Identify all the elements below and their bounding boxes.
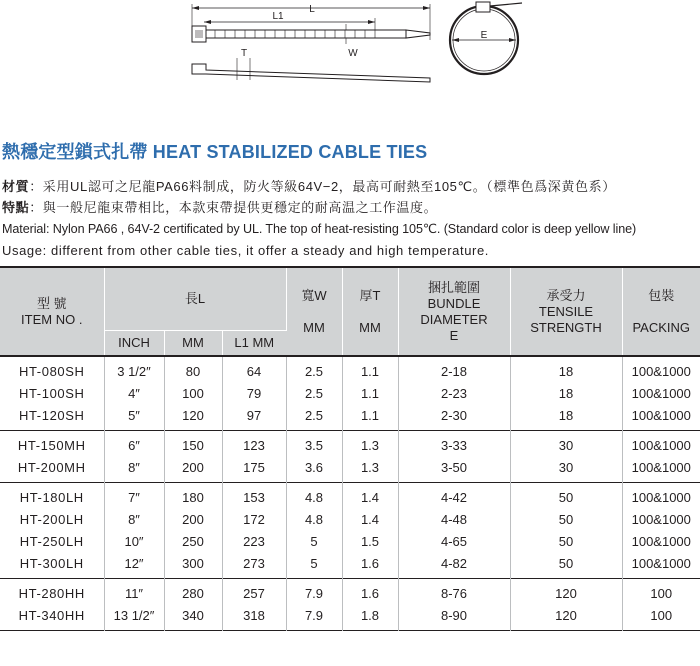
feature-cn-line	[2, 197, 437, 216]
cell-pack: 100&1000	[631, 460, 691, 475]
cell-e: 3-33	[398, 431, 510, 458]
table-row	[0, 579, 700, 606]
cell-pack: 100&1000	[631, 490, 691, 505]
cell-t: 1.4	[342, 483, 398, 510]
cell-mm: 200	[164, 457, 222, 483]
header-inch: INCH	[104, 331, 164, 357]
cell-item: HT-100SH	[0, 383, 104, 405]
cell-e: 8-76	[398, 579, 510, 606]
table-row	[0, 383, 700, 405]
cell-w: 7.9	[286, 605, 342, 631]
cell-mm: 120	[164, 405, 222, 431]
cell-inch: 5″	[104, 405, 164, 431]
cell-ts: 50	[510, 553, 622, 579]
cell-t: 1.6	[342, 579, 398, 606]
cable-tie-drawing	[0, 0, 700, 110]
material-cn-line	[2, 176, 616, 195]
cell-l1: 175	[222, 457, 286, 483]
cell-w: 3.5	[286, 431, 342, 458]
cell-l1: 123	[222, 431, 286, 458]
cell-pack: 100&1000	[631, 556, 691, 571]
cell-inch: 7″	[104, 483, 164, 510]
cell-e: 8-90	[398, 605, 510, 631]
cell-e: 2-23	[398, 383, 510, 405]
cell-item: HT-200MH	[0, 457, 104, 483]
cell-item: HT-120SH	[0, 405, 104, 431]
cell-ts: 120	[510, 579, 622, 606]
cell-inch: 13 1/2″	[104, 605, 164, 631]
feature-text: ：與一般尼龍束帶相比，本款束帶提供更穩定的耐高温之工作温度。	[29, 200, 438, 215]
label-L1: L1	[272, 11, 284, 22]
cell-inch: 6″	[104, 431, 164, 458]
cell-t: 1.1	[342, 383, 398, 405]
cell-pack: 100	[650, 608, 673, 623]
cell-pack: 100&1000	[631, 386, 691, 401]
row-group	[0, 483, 700, 579]
table-row	[0, 483, 700, 510]
cell-l1: 172	[222, 509, 286, 531]
cell-item: HT-200LH	[0, 509, 104, 531]
cell-w: 7.9	[286, 579, 342, 606]
tie-profile	[192, 64, 430, 82]
cell-t: 1.4	[342, 509, 398, 531]
cell-ts: 50	[510, 509, 622, 531]
cell-item: HT-340HH	[0, 605, 104, 631]
cell-l1: 64	[222, 356, 286, 383]
cell-mm: 150	[164, 431, 222, 458]
cell-e: 3-50	[398, 457, 510, 483]
cell-t: 1.1	[342, 356, 398, 383]
cell-mm: 340	[164, 605, 222, 631]
cell-ts: 120	[510, 605, 622, 631]
cell-l1: 257	[222, 579, 286, 606]
feature-label: 特點	[2, 200, 30, 215]
cell-e: 4-48	[398, 509, 510, 531]
label-E: E	[480, 30, 488, 41]
row-group	[0, 579, 700, 631]
cell-l1: 318	[222, 605, 286, 631]
cell-ts: 30	[510, 457, 622, 483]
cell-w: 3.6	[286, 457, 342, 483]
usage-en-line: Usage: different from other cable ties, it offer a steady and high temperature.	[2, 243, 489, 258]
header-item: 型 號 ITEM NO .	[0, 267, 104, 356]
cell-t: 1.3	[342, 431, 398, 458]
cell-l1: 273	[222, 553, 286, 579]
header-l1mm: L1 MM	[222, 331, 286, 357]
material-label: 材質	[2, 179, 30, 194]
cell-e: 4-82	[398, 553, 510, 579]
label-T: T	[240, 48, 248, 59]
cell-w: 2.5	[286, 356, 342, 383]
cell-w: 4.8	[286, 483, 342, 510]
cell-pack: 100&1000	[631, 512, 691, 527]
table-row	[0, 509, 700, 531]
cell-mm: 180	[164, 483, 222, 510]
table-row	[0, 356, 700, 383]
material-en-line: Material: Nylon PA66 , 64V-2 certificated by UL. The top of heat-resisting 105℃. (Standard color is deep yellow line)	[2, 222, 637, 236]
header-packing: 包裝 PACKING	[622, 267, 700, 356]
page-title: 熱穩定型鎖式扎帶 HEAT STABILIZED CABLE TIES	[2, 142, 428, 162]
cell-item: HT-250LH	[0, 531, 104, 553]
table-row	[0, 605, 700, 631]
cell-mm: 300	[164, 553, 222, 579]
cell-w: 2.5	[286, 383, 342, 405]
cell-mm: 80	[164, 356, 222, 383]
cell-mm: 200	[164, 509, 222, 531]
cell-ts: 18	[510, 356, 622, 383]
cell-inch: 4″	[104, 383, 164, 405]
cell-item: HT-080SH	[0, 356, 104, 383]
cell-w: 5	[286, 553, 342, 579]
cell-e: 4-65	[398, 531, 510, 553]
cell-inch: 11″	[104, 579, 164, 606]
spec-table	[0, 266, 700, 631]
row-group	[0, 431, 700, 483]
cell-e: 4-42	[398, 483, 510, 510]
cell-item: HT-300LH	[0, 553, 104, 579]
cell-t: 1.5	[342, 531, 398, 553]
table-row	[0, 553, 700, 579]
cell-l1: 223	[222, 531, 286, 553]
cell-t: 1.3	[342, 457, 398, 483]
header-thickness: 厚T MM	[342, 267, 398, 356]
header-bundle: 捆扎範圍 BUNDLE DIAMETER E	[398, 267, 510, 356]
row-group	[0, 356, 700, 431]
cell-ts: 50	[510, 531, 622, 553]
table-row	[0, 531, 700, 553]
cell-pack: 100&1000	[631, 408, 691, 423]
label-W: W	[348, 48, 358, 59]
cell-w: 2.5	[286, 405, 342, 431]
cell-l1: 97	[222, 405, 286, 431]
cell-pack: 100	[650, 586, 673, 601]
cell-item: HT-180LH	[0, 483, 104, 510]
header-tensile: 承受力 TENSILE STRENGTH	[510, 267, 622, 356]
header-length: 長L	[104, 267, 286, 331]
cell-t: 1.1	[342, 405, 398, 431]
cell-inch: 8″	[104, 509, 164, 531]
cell-pack: 100&1000	[631, 364, 691, 379]
label-L: L	[309, 4, 315, 15]
cell-mm: 250	[164, 531, 222, 553]
cell-t: 1.6	[342, 553, 398, 579]
cell-pack: 100&1000	[631, 438, 691, 453]
material-text: ：采用UL認可之尼龍PA66料制成，防火等級64V−2，最高可耐熱至105℃。（標準色爲深黄色系）	[29, 179, 616, 194]
cell-ts: 18	[510, 405, 622, 431]
cell-ts: 18	[510, 383, 622, 405]
cell-t: 1.8	[342, 605, 398, 631]
cell-inch: 8″	[104, 457, 164, 483]
cell-inch: 12″	[104, 553, 164, 579]
cell-item: HT-150MH	[0, 431, 104, 458]
table-row	[0, 457, 700, 483]
table-row	[0, 431, 700, 458]
cell-inch: 3 1/2″	[104, 356, 164, 383]
cell-mm: 100	[164, 383, 222, 405]
tie-strap	[206, 30, 406, 38]
cell-ts: 50	[510, 483, 622, 510]
cell-w: 4.8	[286, 509, 342, 531]
cell-mm: 280	[164, 579, 222, 606]
cell-e: 2-30	[398, 405, 510, 431]
cell-inch: 10″	[104, 531, 164, 553]
header-width: 寬W MM	[286, 267, 342, 356]
cell-l1: 153	[222, 483, 286, 510]
cell-item: HT-280HH	[0, 579, 104, 606]
cell-w: 5	[286, 531, 342, 553]
cell-l1: 79	[222, 383, 286, 405]
cell-ts: 30	[510, 431, 622, 458]
table-row	[0, 405, 700, 431]
cell-e: 2-18	[398, 356, 510, 383]
cell-pack: 100&1000	[631, 534, 691, 549]
header-mm: MM	[164, 331, 222, 357]
